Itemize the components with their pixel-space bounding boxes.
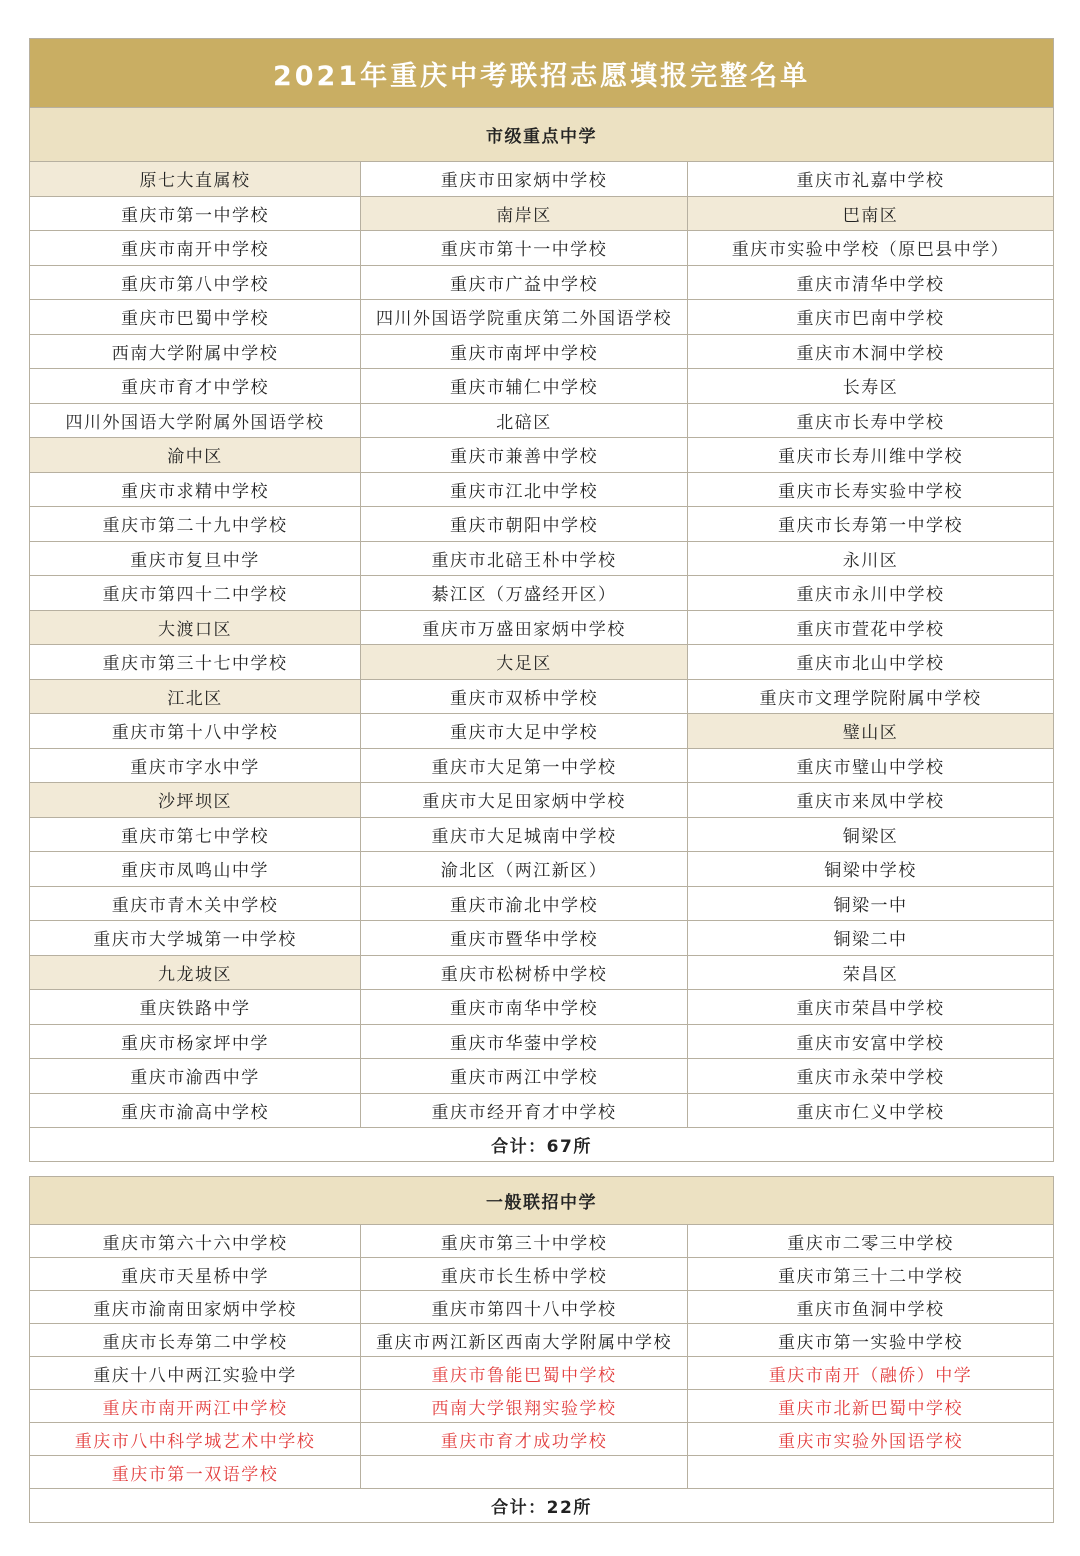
table-row — [30, 990, 1054, 1025]
district-header-cell: 沙坪坝区 — [30, 783, 361, 818]
school-cell: 重庆市璧山中学校 — [688, 748, 1054, 783]
school-cell: 重庆市北山中学校 — [688, 645, 1054, 680]
school-cell: 重庆市第三十七中学校 — [30, 645, 361, 680]
table-row — [30, 610, 1054, 645]
school-cell: 重庆市天星桥中学 — [30, 1258, 361, 1291]
school-cell: 重庆市长寿中学校 — [688, 403, 1054, 438]
total-count: 合计：67所 — [30, 1128, 1054, 1162]
school-cell: 重庆市八中科学城艺术中学校 — [30, 1423, 361, 1456]
table-row — [30, 162, 1054, 197]
school-cell: 重庆市求精中学校 — [30, 472, 361, 507]
table-row — [30, 1357, 1054, 1390]
school-cell: 重庆市清华中学校 — [688, 265, 1054, 300]
school-cell: 重庆市字水中学 — [30, 748, 361, 783]
table-row — [30, 438, 1054, 473]
district-header-cell: 南岸区 — [361, 196, 688, 231]
table-row — [30, 369, 1054, 404]
table-row — [30, 403, 1054, 438]
school-cell: 重庆市北新巴蜀中学校 — [688, 1390, 1054, 1423]
table-row — [30, 196, 1054, 231]
school-cell: 重庆市青木关中学校 — [30, 886, 361, 921]
school-cell — [361, 1456, 688, 1489]
school-cell: 重庆市复旦中学 — [30, 541, 361, 576]
school-cell: 重庆市南开（融侨）中学 — [688, 1357, 1054, 1390]
table-row — [30, 1225, 1054, 1258]
school-cell: 重庆市江北中学校 — [361, 472, 688, 507]
table-row — [30, 1258, 1054, 1291]
school-cell: 重庆市大足田家炳中学校 — [361, 783, 688, 818]
school-cell: 重庆市来凤中学校 — [688, 783, 1054, 818]
school-cell: 重庆市田家炳中学校 — [361, 162, 688, 197]
table-row — [30, 921, 1054, 956]
district-header-cell: 江北区 — [30, 679, 361, 714]
district-header-cell: 原七大直属校 — [30, 162, 361, 197]
table-row — [30, 1423, 1054, 1456]
school-cell: 重庆市渝高中学校 — [30, 1093, 361, 1128]
table-row — [30, 1059, 1054, 1094]
district-header-cell: 渝中区 — [30, 438, 361, 473]
school-cell: 重庆市育才中学校 — [30, 369, 361, 404]
table-row — [30, 955, 1054, 990]
school-cell: 重庆市长生桥中学校 — [361, 1258, 688, 1291]
key-schools-table — [29, 38, 1054, 1162]
table-row — [30, 334, 1054, 369]
school-cell: 重庆市朝阳中学校 — [361, 507, 688, 542]
school-cell: 重庆市万盛田家炳中学校 — [361, 610, 688, 645]
school-cell: 重庆市第四十二中学校 — [30, 576, 361, 611]
school-cell: 重庆市长寿实验中学校 — [688, 472, 1054, 507]
table-row — [30, 1324, 1054, 1357]
school-cell: 重庆市仁义中学校 — [688, 1093, 1054, 1128]
school-cell: 重庆市第一实验中学校 — [688, 1324, 1054, 1357]
school-cell: 重庆市大足城南中学校 — [361, 817, 688, 852]
school-cell: 荣昌区 — [688, 955, 1054, 990]
school-cell: 重庆市第一中学校 — [30, 196, 361, 231]
district-header-cell: 九龙坡区 — [30, 955, 361, 990]
school-cell: 重庆市第三十二中学校 — [688, 1258, 1054, 1291]
school-cell: 重庆市巴南中学校 — [688, 300, 1054, 335]
school-cell: 重庆市凤鸣山中学 — [30, 852, 361, 887]
school-cell: 重庆市育才成功学校 — [361, 1423, 688, 1456]
table-row — [30, 783, 1054, 818]
school-cell: 重庆市第十一中学校 — [361, 231, 688, 266]
district-header-cell: 大渡口区 — [30, 610, 361, 645]
school-cell: 重庆市北碚王朴中学校 — [361, 541, 688, 576]
school-cell: 重庆市第一双语学校 — [30, 1456, 361, 1489]
school-cell: 重庆市长寿川维中学校 — [688, 438, 1054, 473]
school-cell: 重庆市第三十中学校 — [361, 1225, 688, 1258]
table-row — [30, 1024, 1054, 1059]
school-cell: 重庆市大学城第一中学校 — [30, 921, 361, 956]
school-cell: 重庆市南开中学校 — [30, 231, 361, 266]
school-cell: 铜梁区 — [688, 817, 1054, 852]
school-cell: 重庆市第八中学校 — [30, 265, 361, 300]
table-row — [30, 300, 1054, 335]
table-row — [30, 1390, 1054, 1423]
school-cell: 重庆市南开两江中学校 — [30, 1390, 361, 1423]
school-cell: 重庆市经开育才中学校 — [361, 1093, 688, 1128]
school-cell: 重庆市大足第一中学校 — [361, 748, 688, 783]
school-cell: 重庆市木洞中学校 — [688, 334, 1054, 369]
school-cell: 重庆市长寿第一中学校 — [688, 507, 1054, 542]
section-heading-key-schools: 市级重点中学 — [30, 108, 1054, 162]
section-heading-general-schools: 一般联招中学 — [30, 1177, 1054, 1225]
school-cell: 重庆市荣昌中学校 — [688, 990, 1054, 1025]
school-cell: 长寿区 — [688, 369, 1054, 404]
table-row — [30, 886, 1054, 921]
table-row — [30, 1291, 1054, 1324]
school-cell: 重庆市实验外国语学校 — [688, 1423, 1054, 1456]
school-cell — [688, 1456, 1054, 1489]
school-cell: 重庆市松树桥中学校 — [361, 955, 688, 990]
school-cell: 重庆市实验中学校（原巴县中学） — [688, 231, 1054, 266]
school-cell: 重庆市兼善中学校 — [361, 438, 688, 473]
school-cell: 重庆市第六十六中学校 — [30, 1225, 361, 1258]
school-cell: 重庆市第七中学校 — [30, 817, 361, 852]
school-cell: 西南大学附属中学校 — [30, 334, 361, 369]
school-cell: 重庆市第十八中学校 — [30, 714, 361, 749]
school-cell: 重庆市永荣中学校 — [688, 1059, 1054, 1094]
table-row — [30, 1093, 1054, 1128]
school-cell: 西南大学银翔实验学校 — [361, 1390, 688, 1423]
school-cell: 重庆十八中两江实验中学 — [30, 1357, 361, 1390]
table-row — [30, 679, 1054, 714]
school-cell: 重庆市南坪中学校 — [361, 334, 688, 369]
school-cell: 重庆市萱花中学校 — [688, 610, 1054, 645]
school-cell: 重庆市大足中学校 — [361, 714, 688, 749]
table-row — [30, 1456, 1054, 1489]
page-title: 2021年重庆中考联招志愿填报完整名单 — [30, 39, 1054, 108]
table-row — [30, 748, 1054, 783]
school-cell: 重庆市南华中学校 — [361, 990, 688, 1025]
table-row — [30, 541, 1054, 576]
school-cell: 重庆市鱼洞中学校 — [688, 1291, 1054, 1324]
school-cell: 四川外国语学院重庆第二外国语学校 — [361, 300, 688, 335]
school-cell: 重庆市两江新区西南大学附属中学校 — [361, 1324, 688, 1357]
school-cell: 重庆市渝南田家炳中学校 — [30, 1291, 361, 1324]
school-cell: 重庆市华蓥中学校 — [361, 1024, 688, 1059]
school-cell: 重庆市长寿第二中学校 — [30, 1324, 361, 1357]
school-cell: 綦江区（万盛经开区） — [361, 576, 688, 611]
table-row — [30, 231, 1054, 266]
school-cell: 铜梁一中 — [688, 886, 1054, 921]
total-count: 合计：22所 — [30, 1489, 1054, 1523]
school-cell: 重庆市渝北中学校 — [361, 886, 688, 921]
school-cell: 重庆市广益中学校 — [361, 265, 688, 300]
school-cell: 重庆市永川中学校 — [688, 576, 1054, 611]
school-cell: 重庆市巴蜀中学校 — [30, 300, 361, 335]
school-cell: 重庆市第四十八中学校 — [361, 1291, 688, 1324]
table-row — [30, 507, 1054, 542]
school-cell: 重庆市双桥中学校 — [361, 679, 688, 714]
school-cell: 重庆市礼嘉中学校 — [688, 162, 1054, 197]
school-cell: 重庆铁路中学 — [30, 990, 361, 1025]
school-cell: 渝北区（两江新区） — [361, 852, 688, 887]
school-cell: 铜梁中学校 — [688, 852, 1054, 887]
district-header-cell: 大足区 — [361, 645, 688, 680]
school-cell: 重庆市安富中学校 — [688, 1024, 1054, 1059]
school-cell: 重庆市二零三中学校 — [688, 1225, 1054, 1258]
table-row — [30, 645, 1054, 680]
table-row — [30, 576, 1054, 611]
table-row — [30, 472, 1054, 507]
school-cell: 重庆市辅仁中学校 — [361, 369, 688, 404]
district-header-cell: 巴南区 — [688, 196, 1054, 231]
general-schools-table — [29, 1176, 1054, 1523]
table-row — [30, 265, 1054, 300]
school-cell: 永川区 — [688, 541, 1054, 576]
district-header-cell: 璧山区 — [688, 714, 1054, 749]
school-cell: 重庆市暨华中学校 — [361, 921, 688, 956]
school-cell: 北碚区 — [361, 403, 688, 438]
school-cell: 重庆市渝西中学 — [30, 1059, 361, 1094]
school-cell: 四川外国语大学附属外国语学校 — [30, 403, 361, 438]
table-row — [30, 817, 1054, 852]
table-row — [30, 714, 1054, 749]
school-cell: 重庆市杨家坪中学 — [30, 1024, 361, 1059]
school-cell: 重庆市文理学院附属中学校 — [688, 679, 1054, 714]
table-row — [30, 852, 1054, 887]
school-cell: 铜梁二中 — [688, 921, 1054, 956]
school-cell: 重庆市鲁能巴蜀中学校 — [361, 1357, 688, 1390]
school-cell: 重庆市两江中学校 — [361, 1059, 688, 1094]
school-cell: 重庆市第二十九中学校 — [30, 507, 361, 542]
